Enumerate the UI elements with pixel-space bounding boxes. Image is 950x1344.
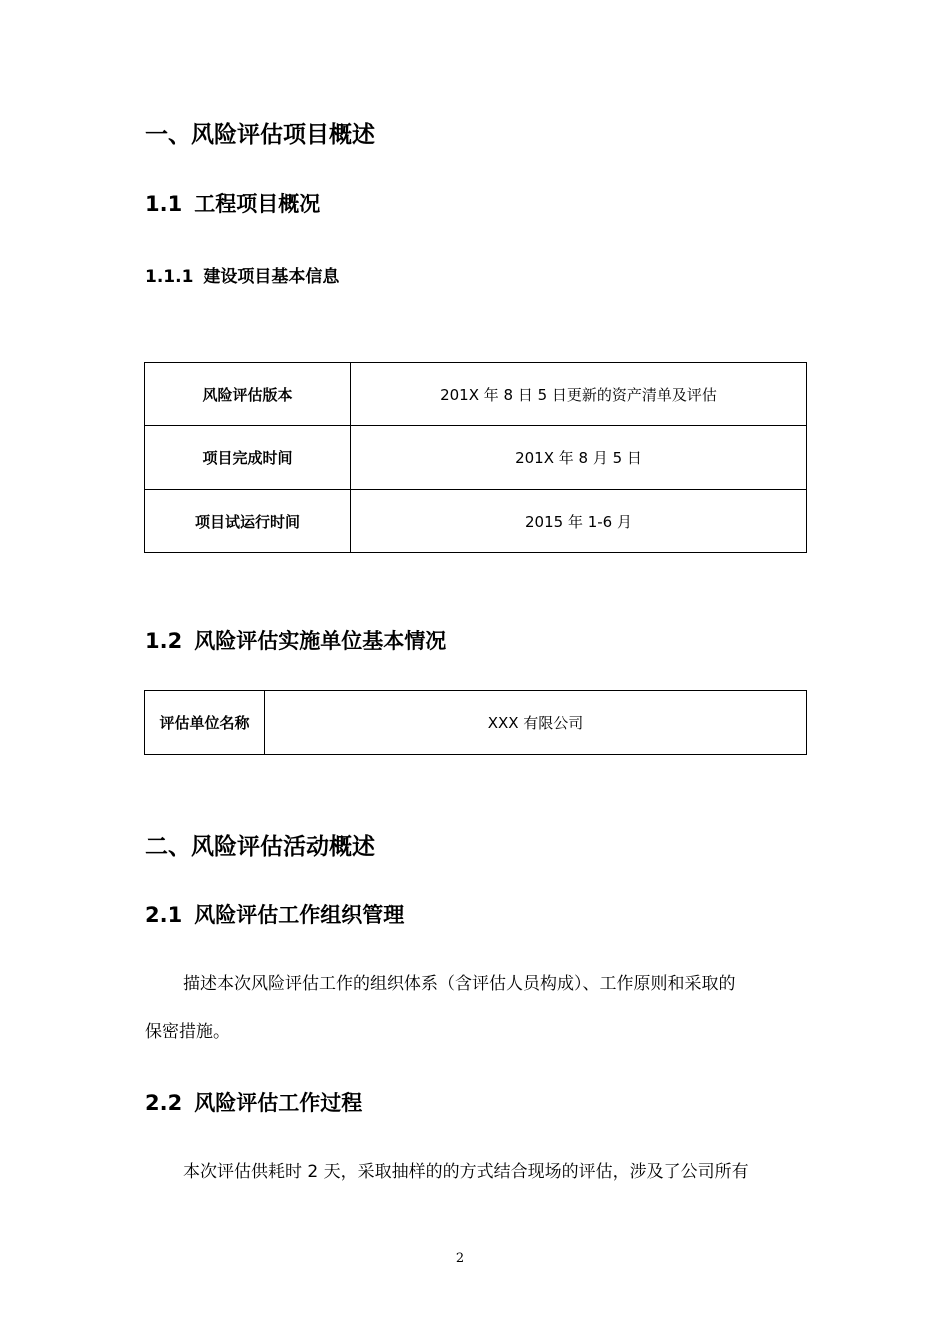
heading-1-1-1 [145, 262, 339, 287]
page-number: 2 [455, 1251, 465, 1266]
table-value-cell: XXX 有限公司 [265, 691, 807, 755]
paragraph-text: 本次评估供耗时 2 天，采取抽样的的方式结合现场的评估，涉及了公司所有 [183, 1162, 749, 1182]
heading-1-1-number: 1.1 [145, 192, 183, 216]
heading-2-2 [145, 1087, 362, 1117]
heading-1-1 [145, 188, 320, 218]
table-row [145, 426, 807, 490]
paragraph-2-1 [145, 960, 807, 1056]
heading-2-2-number: 2.2 [145, 1091, 183, 1115]
heading-1-1-1-title: 建设项目基本信息 [203, 267, 340, 287]
paragraph-text: 描述本次风险评估工作的组织体系（含评估人员构成）、工作原则和采取的 [183, 974, 736, 994]
table-row [145, 490, 807, 553]
table-label-cell: 项目完成时间 [145, 426, 351, 490]
heading-1-2-title: 风险评估实施单位基本情况 [194, 629, 447, 653]
table-value-cell: 2015 年 1-6 月 [351, 490, 807, 553]
heading-2-1-number: 2.1 [145, 903, 183, 927]
table-label-cell: 项目试运行时间 [145, 490, 351, 553]
heading-2-1 [145, 899, 404, 929]
table-row [145, 363, 807, 426]
paragraph-2-1-line-2: 保密措施。 [145, 1022, 230, 1042]
heading-1-2 [145, 625, 446, 655]
table-label-cell: 评估单位名称 [145, 691, 265, 755]
table-label-cell: 风险评估版本 [145, 363, 351, 426]
heading-2-1-title: 风险评估工作组织管理 [194, 903, 405, 927]
section-2-heading: 二、风险评估活动概述 [145, 834, 375, 860]
section-1-heading: 一、风险评估项目概述 [145, 122, 375, 148]
table-row [145, 691, 807, 755]
heading-1-1-title: 工程项目概况 [194, 192, 321, 216]
table-value-cell: 201X 年 8 日 5 日更新的资产清单及评估 [351, 363, 807, 426]
heading-1-2-number: 1.2 [145, 629, 183, 653]
heading-2-2-title: 风险评估工作过程 [194, 1091, 363, 1115]
table-value-cell: 201X 年 8 月 5 日 [351, 426, 807, 490]
paragraph-2-2-line-1 [145, 1148, 807, 1196]
project-info-table [144, 362, 807, 553]
heading-1-1-1-number: 1.1.1 [145, 267, 194, 287]
paragraph-2-2 [145, 1148, 807, 1196]
paragraph-2-1-line-1 [145, 960, 807, 1008]
assessor-info-table [144, 690, 807, 755]
